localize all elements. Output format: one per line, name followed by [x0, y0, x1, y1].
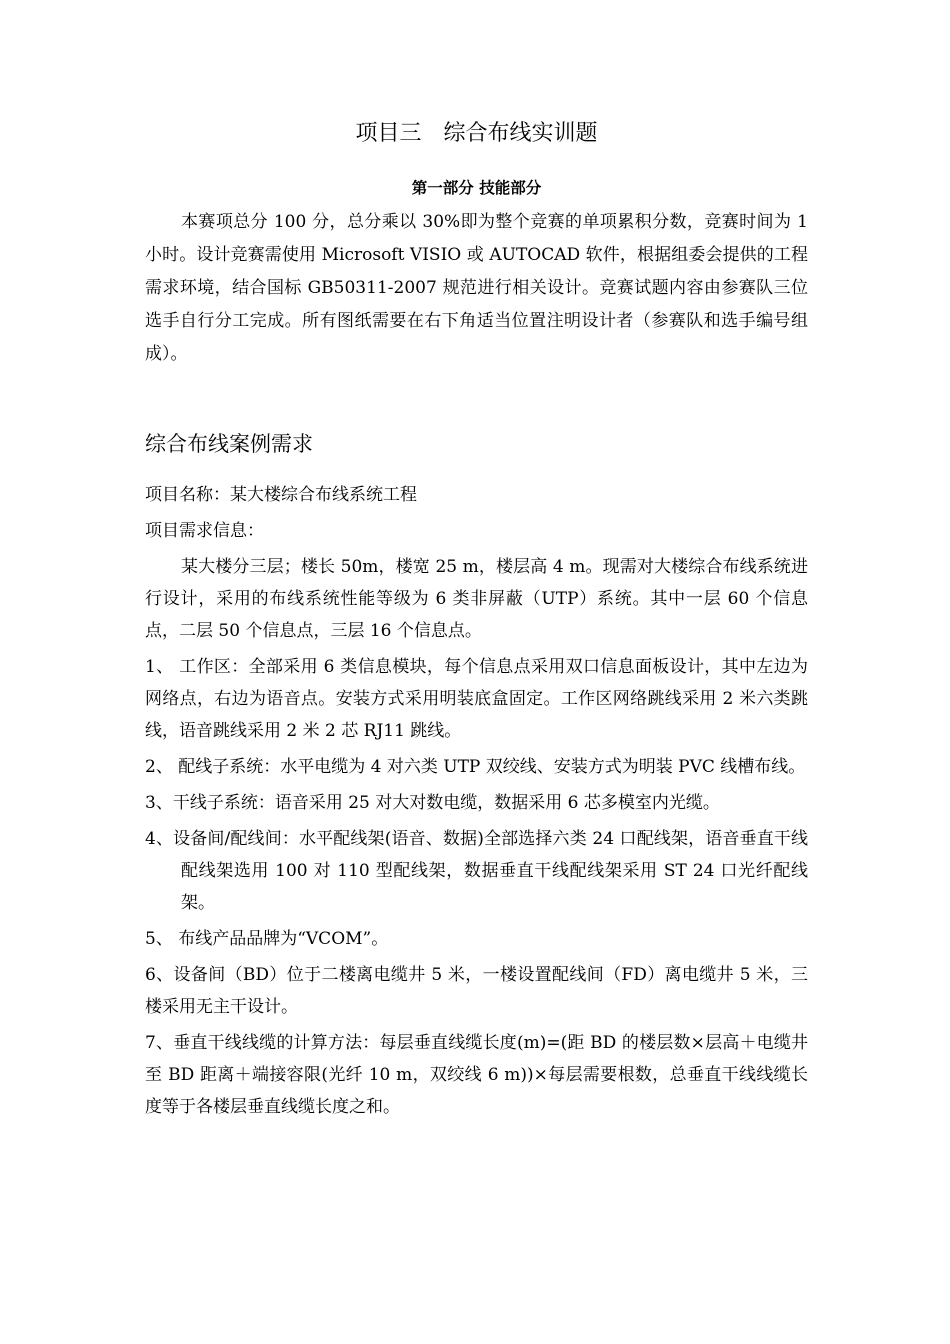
document-title: 项目三 综合布线实训题 — [355, 121, 598, 146]
project-name: 项目名称：某大楼综合布线系统工程 — [145, 485, 417, 505]
list-item: 7、垂直干线线缆的计算方法：每层垂直线缆长度(m)=(距 BD 的楼层数×层高＋电缆井至 BD 距离＋端接容限(光纤 10 m，双绞线 6 m))×每层需要根数，总垂直干线线缆长度等于各楼层垂直线缆长度之和。 — [145, 1033, 808, 1117]
document-subtitle: 第一部分 技能部分 — [411, 179, 542, 197]
list-item: 4、设备间/配线间：水平配线架(语音、数据)全部选择六类 24 口配线架，语音垂直干线配线架选用 100 对 110 型配线架，数据垂直干线配线架采用 ST 24 口光纤配线架。 — [145, 829, 808, 913]
intro-paragraph: 本赛项总分 100 分，总分乘以 30%即为整个竞赛的单项累积分数，竞赛时间为 1 小时。设计竞赛需使用 Microsoft VISIO 或 AUTOCAD 软件，根据组委会提供的工程需求环境，结合国标 GB50311-2007 规范进行相关设计。竞赛试题内容由参赛队三位选手自行分工完成。所有图纸需要在右下角适当位置注明设计者（参赛队和选手编号组成）。 — [145, 212, 808, 364]
requirements-intro: 某大楼分三层；楼长 50m，楼宽 25 m，楼层高 4 m。现需对大楼综合布线系统进行设计，采用的布线系统性能等级为 6 类非屏蔽（UTP）系统。其中一层 60 个信息点，二层 50 个信息点，三层 16 个信息点。 — [145, 557, 808, 641]
section-heading: 综合布线案例需求 — [145, 432, 313, 456]
list-item: 3、干线子系统：语音采用 25 对大对数电缆，数据采用 6 芯多模室内光缆。 — [145, 793, 720, 813]
requirements-body — [145, 479, 808, 1123]
list-item: 1、 工作区：全部采用 6 类信息模块，每个信息点采用双口信息面板设计，其中左边为网络点，右边为语音点。安装方式采用明装底盒固定。工作区网络跳线采用 2 米六类跳线，语音跳线采用 2 米 2 芯 RJ11 跳线。 — [145, 657, 808, 741]
requirements-label: 项目需求信息： — [145, 521, 264, 541]
list-item: 5、 布线产品品牌为“VCOM”。 — [145, 929, 389, 949]
list-item: 6、设备间（BD）位于二楼离电缆井 5 米，一楼设置配线间（FD）离电缆井 5 米，三楼采用无主干设计。 — [145, 965, 809, 1017]
list-item: 2、 配线子系统：水平电缆为 4 对六类 UTP 双绞线、安装方式为明装 PVC 线槽布线。 — [145, 757, 806, 777]
